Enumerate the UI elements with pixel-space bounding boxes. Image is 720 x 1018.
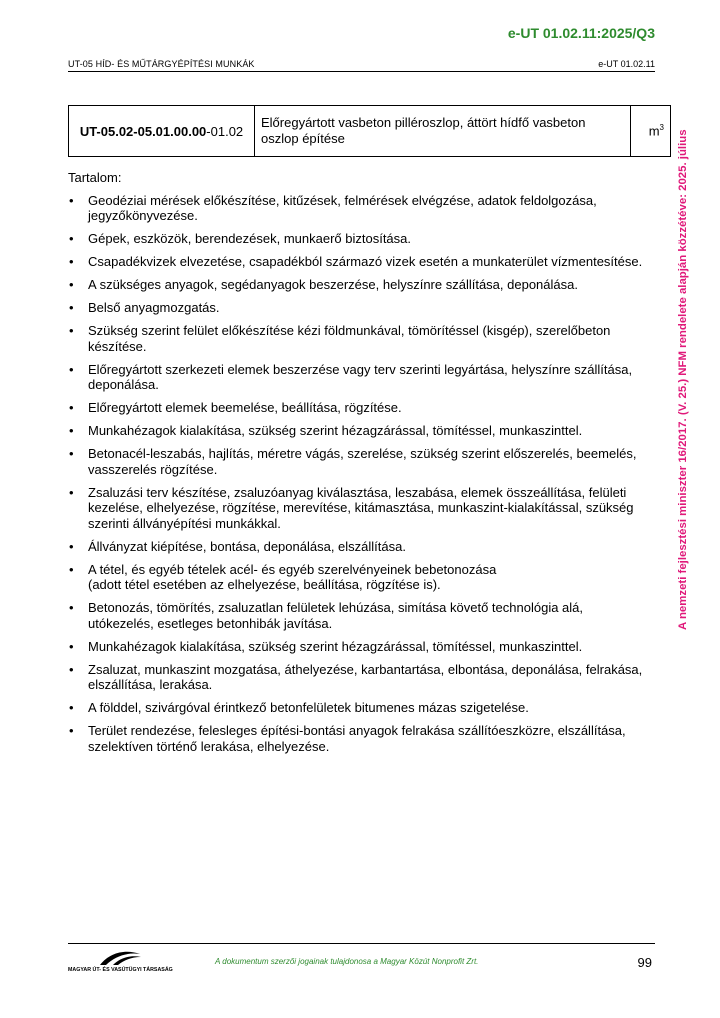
item-code-cell <box>69 106 255 157</box>
document-code: e-UT 01.02.11:2025/Q3 <box>507 25 655 41</box>
footer-divider <box>68 943 655 944</box>
swoosh-icon <box>68 947 168 967</box>
list-item: • Előregyártott elemek beemelése, beállítása, rögzítése. <box>68 400 648 416</box>
list-item: • Előregyártott szerkezeti elemek beszerzése vagy terv szerinti legyártása, helyszínre szállítása, deponálása. <box>68 362 648 393</box>
list-item: • Szükség szerint felület előkészítése kézi földmunkával, tömörítéssel (kisgép), szerelőbeton készítése. <box>68 323 648 354</box>
list-item: • Csapadékvizek elvezetése, csapadékból származó vizek esetén a munkaterület vízmentesítése. <box>68 254 648 270</box>
list-item: • Geodéziai mérések előkészítése, kitűzések, felmérések elvégzése, adatok feldolgozása, jegyzőkönyvezése. <box>68 193 648 224</box>
content-list <box>68 193 648 755</box>
list-item: • Állványzat kiépítése, bontása, deponálása, elszállítása. <box>68 539 648 555</box>
list-item: • Zsaluzási terv készítése, zsaluzóanyag kiválasztása, leszabása, elemek összeállítása, felületi kezelése, elhelyezése, rögzítése, merevítése, kitámasztása, munkaszint-kialakítással, szükség szerinti állványépítési munkákkal. <box>68 485 648 532</box>
unit-base: m <box>648 123 660 139</box>
page-number: 99 <box>637 955 652 970</box>
item-unit <box>631 106 671 157</box>
list-item: • Betonozás, tömörítés, zsaluzatlan felületek lehúzása, simítása követő technológia alá, utókezelés, esetleges betonhibák javítása. <box>68 600 648 631</box>
list-item: • Munkahézagok kialakítása, szükség szerint hézagzárással, tömítéssel, munkaszinttel. <box>68 639 648 655</box>
header-right-code: e-UT 01.02.11 <box>598 59 655 69</box>
running-header <box>68 59 655 72</box>
list-item: • Munkahézagok kialakítása, szükség szerint hézagzárással, tömítéssel, munkaszinttel. <box>68 423 648 439</box>
list-item: • A földdel, szivárgóval érintkező betonfelületek bitumenes mázas szigetelése. <box>68 700 648 716</box>
logo-text: MAGYAR ÚT- ÉS VASÚTÜGYI TÁRSASÁG <box>68 967 173 973</box>
content-section <box>68 170 648 762</box>
side-note-text: A nemzeti fejlesztési miniszter 16/2017. (V. 25.) NFM rendelete alapján közzétéve: 2025. július <box>677 129 689 630</box>
list-item: • Belső anyagmozgatás. <box>68 300 648 316</box>
list-item: • Terület rendezése, felesleges építési-bontási anyagok felrakása szállítóeszközre, elszállítása, szelektíven történő lerakása, elhelyezése. <box>68 723 648 754</box>
item-description: Előregyártott vasbeton pilléroszlop, áttört hídfő vasbeton oszlop építése <box>255 106 631 157</box>
list-item: • Gépek, eszközök, berendezések, munkaerő biztosítása. <box>68 231 648 247</box>
item-row <box>69 106 671 157</box>
chapter-title: UT-05 HÍD- ÉS MŰTÁRGYÉPÍTÉSI MUNKÁK <box>68 59 255 69</box>
item-code: UT-05.02-05.01.00.00 <box>79 123 207 139</box>
side-note <box>674 92 692 630</box>
list-item: • A tétel, és egyéb tételek acél- és egyéb szerelvényeinek bebetonozása (adott tétel esetében az elhelyezése, beállítása, rögzítése is). <box>68 562 648 593</box>
unit-exponent: 3 <box>659 123 664 133</box>
item-table <box>68 105 671 157</box>
list-item: • Betonacél-leszabás, hajlítás, méretre vágás, szerelése, szükség szerint előszerelés, beemelés, vasszerelés rögzítése. <box>68 446 648 477</box>
copyright-notice: A dokumentum szerzői jogainak tulajdonosa a Magyar Közút Nonprofit Zrt. <box>215 957 479 966</box>
content-title: Tartalom: <box>68 170 122 185</box>
item-code-suffix: -01.02 <box>206 123 244 139</box>
association-logo <box>68 947 173 973</box>
list-item: • Zsaluzat, munkaszint mozgatása, áthelyezése, karbantartása, elbontása, deponálása, felrakása, elszállítása, lerakása. <box>68 662 648 693</box>
list-item: • A szükséges anyagok, segédanyagok beszerzése, helyszínre szállítása, deponálása. <box>68 277 648 293</box>
